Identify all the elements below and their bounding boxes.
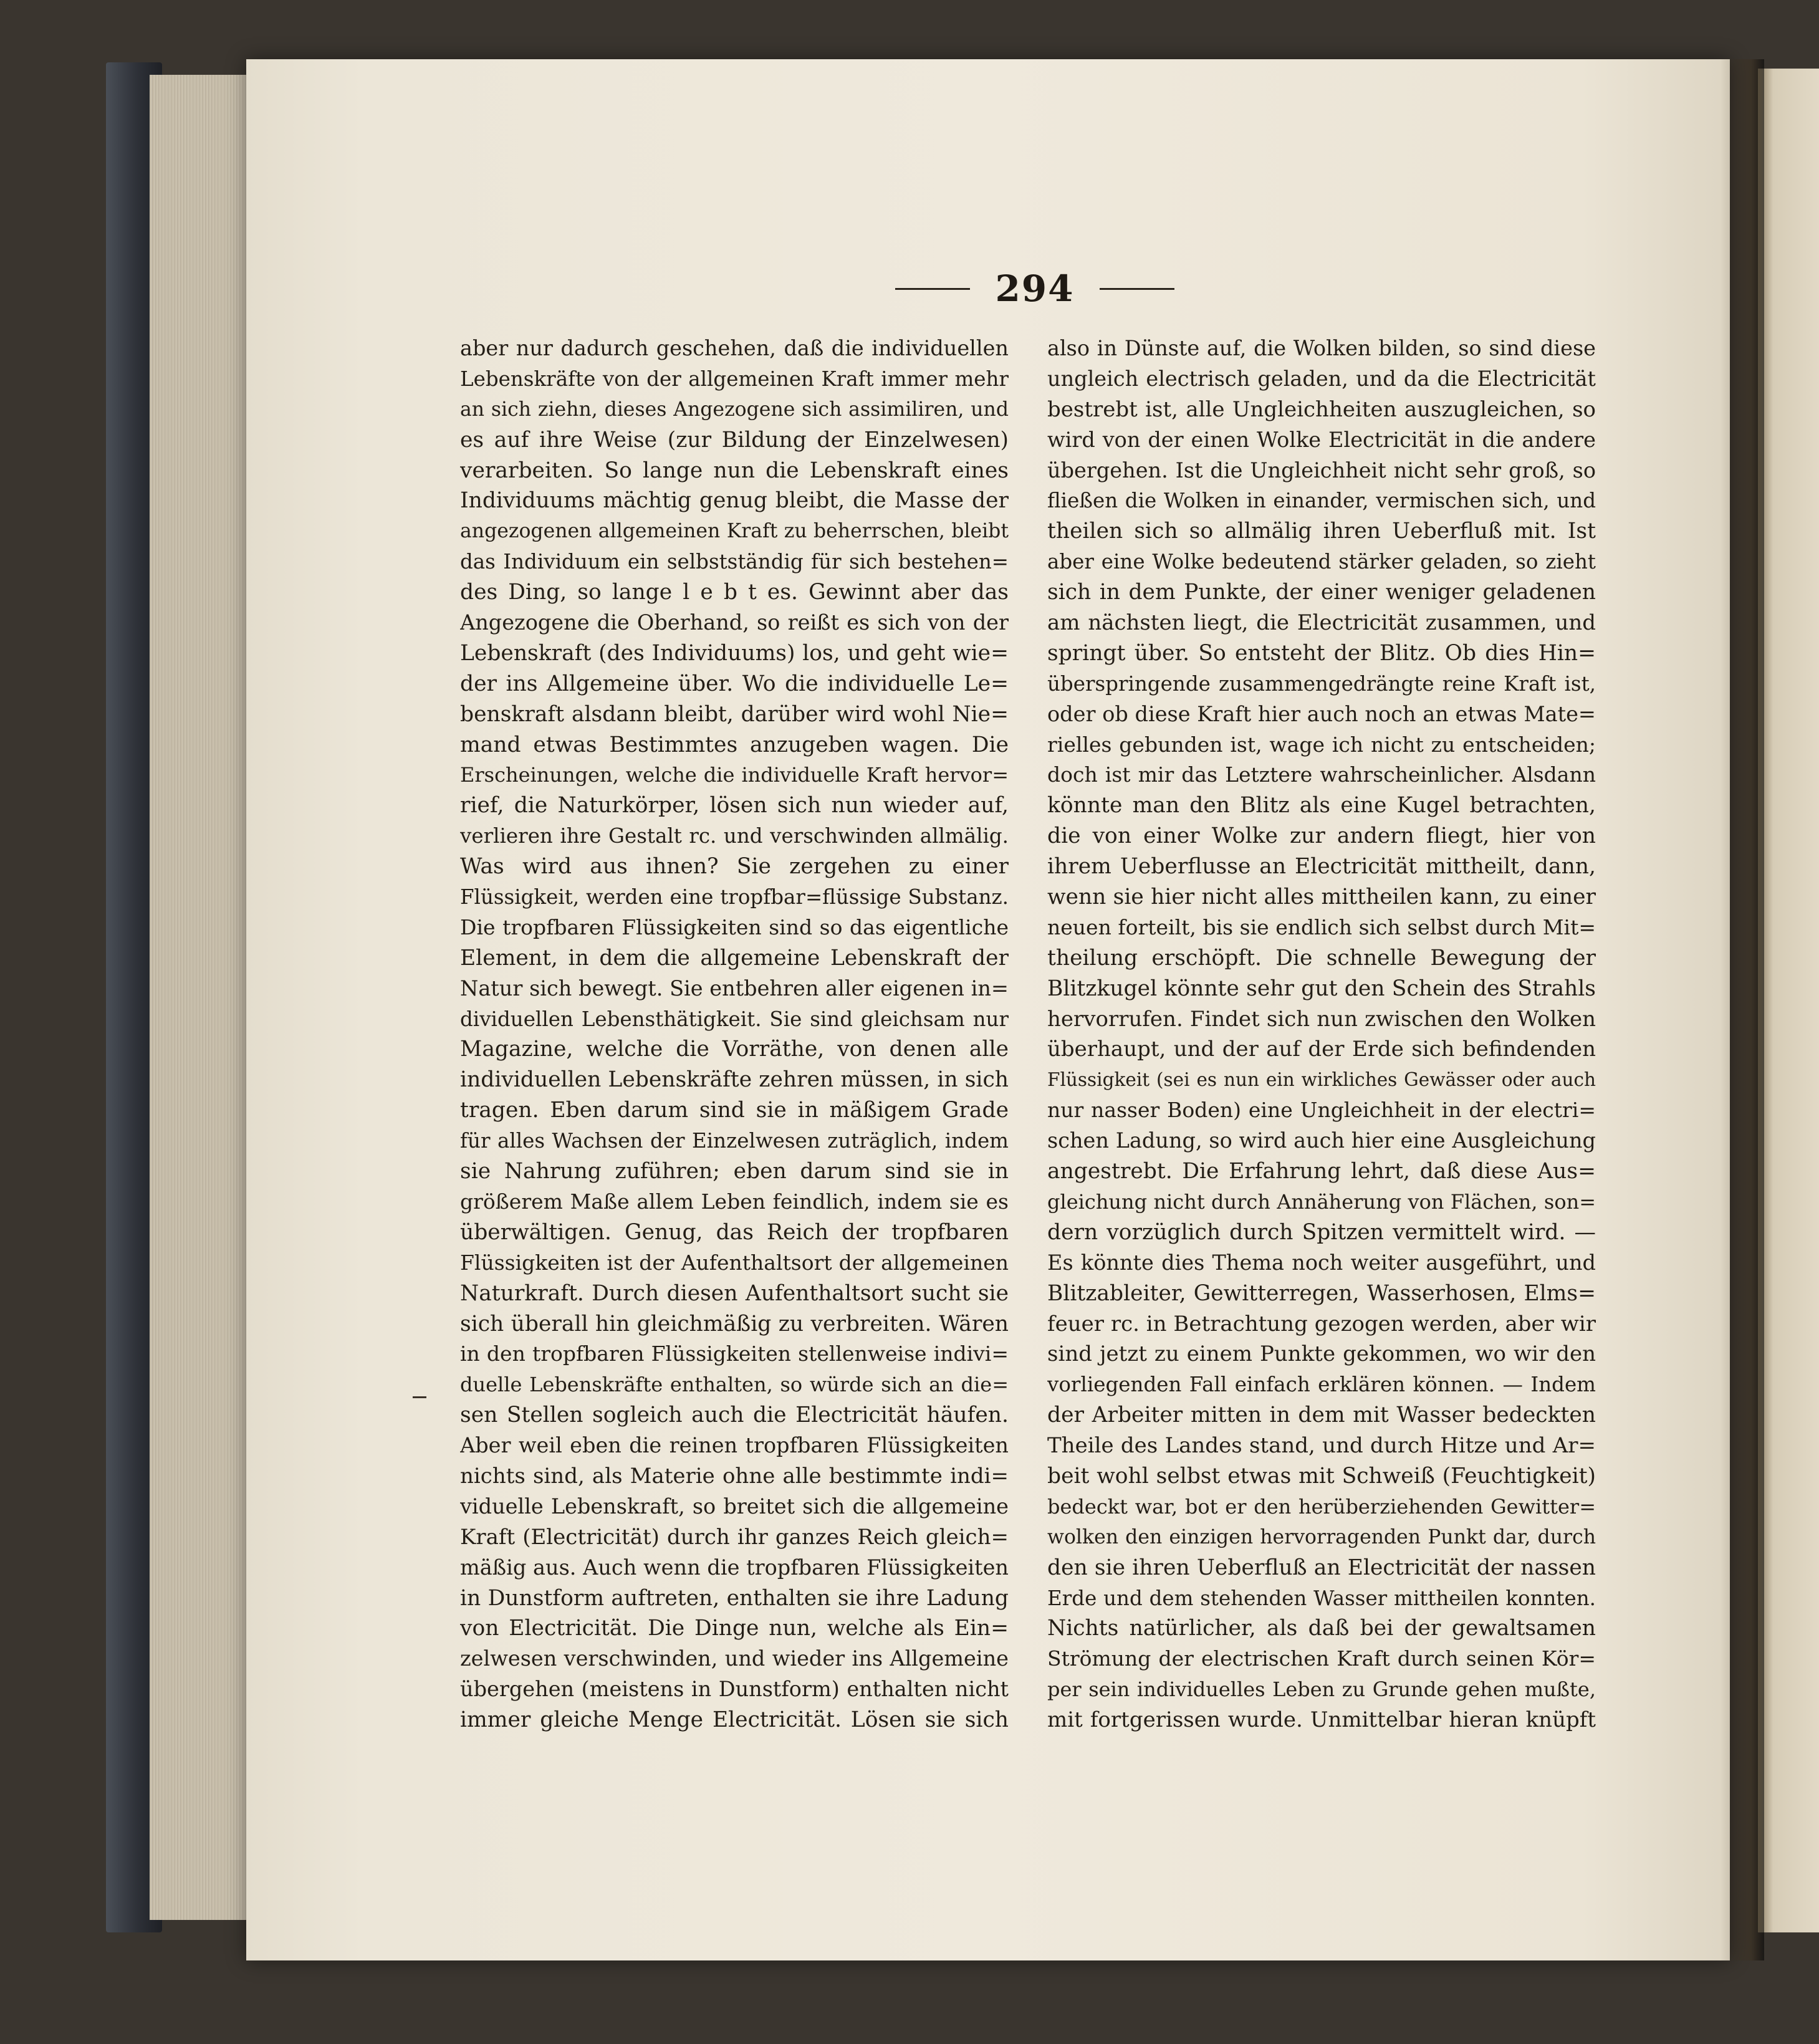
text-line: überspringende zusammengedrängte reine Kraft ist, [1047,671,1596,696]
text-line: angezogenen allgemeinen Kraft zu beherrschen, bleibt [460,520,1009,543]
text-line: rielles gebunden ist, wage ich nicht zu entscheiden; [1047,732,1596,757]
gutter-shadow [1721,59,1764,1960]
text-line: hervorrufen. Findet sich nun zwischen den Wolken [1047,1006,1596,1032]
page-number: 294 [995,267,1075,310]
text-line: Aber weil eben die reinen tropfbaren Flüssigkeiten [460,1433,1009,1458]
text-line: überhaupt, und der auf der Erde sich befindenden [1047,1037,1596,1062]
text-line: sie Nahrung zuführen; eben darum sind sie in [460,1159,1009,1184]
text-line: dern vorzüglich durch Spitzen vermittelt wird. — [1047,1219,1596,1245]
text-line: des Ding, so lange l e b t es. Gewinnt aber das [460,580,1009,605]
facing-page-edge [1758,69,1819,1932]
text-line: die von einer Wolke zur andern fliegt, hier von [1047,823,1596,849]
text-line: Magazine, welche die Vorräthe, von denen alle [460,1037,1009,1062]
text-line: viduelle Lebenskraft, so breitet sich die allgemeine [460,1494,1009,1519]
text-line: Theile des Landes stand, und durch Hitze und Ar= [1047,1433,1596,1459]
header-rule-left [895,288,970,290]
text-line: für alles Wachsen der Einzelwesen zuträglich, indem [460,1129,1009,1153]
text-line: zelwesen verschwinden, und wieder ins Allgemeine [460,1646,1009,1671]
text-line: Natur sich bewegt. Sie entbehren aller eigenen in= [460,976,1009,1000]
text-line: Erscheinungen, welche die individuelle Kraft hervor= [460,763,1009,787]
page-stack-edges [150,75,256,1920]
text-line: Was wird aus ihnen? Sie zergehen zu einer [460,854,1009,880]
text-line: feuer rc. in Betrachtung gezogen werden, aber wir [1047,1311,1596,1336]
text-line: das Individuum ein selbstständig für sich bestehen= [460,550,1009,574]
text-line: beit wohl selbst etwas mit Schweiß (Feuchtigkeit) [1047,1463,1596,1489]
margin-mark [413,1396,426,1398]
right-text-column [1047,333,1596,1735]
text-line: mand etwas Bestimmtes anzugeben wagen. Die [460,732,1009,757]
text-line: Flüssigkeit (sei es nun ein wirkliches Gewässer oder auch [1047,1069,1596,1091]
text-line: benskraft alsdann bleibt, darüber wird wohl Nie= [460,701,1009,727]
text-line: theilung erschöpft. Die schnelle Bewegung der [1047,945,1596,971]
text-line: wolken den einzigen hervorragenden Punkt dar, durch [1047,1525,1596,1548]
text-line: schen Ladung, so wird auch hier eine Ausgleichung [1047,1128,1596,1153]
text-line: bedeckt war, bot er den herüberziehenden Gewitter= [1047,1494,1596,1519]
text-line: rief, die Naturkörper, lösen sich nun wieder auf, [460,793,1009,818]
text-line: immer gleiche Menge Electricität. Lösen sie sich [460,1707,1009,1733]
text-line: aber nur dadurch geschehen, daß die individuellen [460,336,1009,360]
text-line: tragen. Eben darum sind sie in mäßigem Grade [460,1098,1009,1123]
text-line: übergehen (meistens in Dunstform) enthalten nicht [460,1677,1009,1702]
text-line: angestrebt. Die Erfahrung lehrt, daß diese Aus= [1047,1159,1596,1184]
text-line: Erde und dem stehenden Wasser mittheilen konnten. [1047,1586,1596,1610]
text-line: übergehen. Ist die Ungleichheit nicht sehr groß, so [1047,458,1596,482]
text-line: springt über. So entsteht der Blitz. Ob dies Hin= [1047,640,1596,666]
text-line: theilen sich so allmälig ihren Ueberfluß mit. Ist [1047,519,1596,544]
text-line: individuellen Lebenskräfte zehren müssen, in sich [460,1067,1009,1093]
text-line: fließen die Wolken in einander, vermischen sich, und [1047,489,1596,513]
page-header [866,261,1203,317]
text-line: Individuums mächtig genug bleibt, die Masse der [460,488,1009,514]
text-line: nur nasser Boden) eine Ungleichheit in der electri= [1047,1098,1596,1123]
text-line: Lebenskräfte von der allgemeinen Kraft immer mehr [460,367,1009,391]
text-line: in Dunstform auftreten, enthalten sie ihre Ladung [460,1585,1009,1611]
text-line: aber eine Wolke bedeutend stärker geladen, so zieht [1047,550,1596,574]
text-line: wenn sie hier nicht alles mittheilen kann, zu einer [1047,885,1596,910]
text-line: verarbeiten. So lange nun die Lebenskraft eines [460,458,1009,483]
text-line: sen Stellen sogleich auch die Electricität häufen. [460,1403,1009,1428]
text-line: Die tropfbaren Flüssigkeiten sind so das eigentliche [460,914,1009,939]
text-line: in den tropfbaren Flüssigkeiten stellenweise indivi= [460,1341,1009,1366]
text-line: verlieren ihre Gestalt rc. und verschwinden allmälig. [460,824,1009,848]
text-line: dividuellen Lebensthätigkeit. Sie sind gleichsam nur [460,1007,1009,1031]
text-line: mäßig aus. Auch wenn die tropfbaren Flüssigkeiten [460,1555,1009,1580]
text-line: Es könnte dies Thema noch weiter ausgeführt, und [1047,1250,1596,1275]
text-line: größerem Maße allem Leben feindlich, indem sie es [460,1189,1009,1214]
text-line: Angezogene die Oberhand, so reißt es sich von der [460,610,1009,635]
left-text-column [460,333,1009,1735]
text-line: per sein individuelles Leben zu Grunde gehen mußte, [1047,1677,1596,1702]
text-line: Lebenskraft (des Individuums) los, und geht wie= [460,640,1009,666]
text-line: duelle Lebenskräfte enthalten, so würde sich an die= [460,1373,1009,1397]
text-line: neuen forteilt, bis sie endlich sich selbst durch Mit= [1047,914,1596,939]
text-line: ungleich electrisch geladen, und da die Electricität [1047,366,1596,391]
text-line: Naturkraft. Durch diesen Aufenthaltsort sucht sie [460,1280,1009,1306]
text-line: Blitzableiter, Gewitterregen, Wasserhosen, Elms= [1047,1280,1596,1306]
text-line: mit fortgerissen wurde. Unmittelbar hieran knüpft [1047,1707,1596,1733]
text-line: Strömung der electrischen Kraft durch seinen Kör= [1047,1646,1596,1671]
text-line: gleichung nicht durch Annäherung von Flächen, son= [1047,1189,1596,1214]
text-line: also in Dünste auf, die Wolken bilden, so sind diese [1047,336,1596,360]
text-line: Element, in dem die allgemeine Lebenskraft der [460,945,1009,971]
text-line: an sich ziehn, dieses Angezogene sich assimiliren, und [460,398,1009,421]
text-line: Blitzkugel könnte sehr gut den Schein des Strahls [1047,976,1596,1001]
text-line: den sie ihren Ueberfluß an Electricität der nassen [1047,1555,1596,1580]
text-line: überwältigen. Genug, das Reich der tropfbaren [460,1219,1009,1245]
text-line: der Arbeiter mitten in dem mit Wasser bedeckten [1047,1403,1596,1428]
text-line: wird von der einen Wolke Electricität in die andere [1047,427,1596,452]
text-line: der ins Allgemeine über. Wo die individuelle Le= [460,671,1009,696]
text-line: Flüssigkeiten ist der Aufenthaltsort der allgemeinen [460,1250,1009,1275]
text-line: sich überall hin gleichmäßig zu verbreiten. Wären [460,1311,1009,1336]
header-rule-right [1100,288,1174,290]
text-line: am nächsten liegt, die Electricität zusammen, und [1047,610,1596,636]
text-line: sind jetzt zu einem Punkte gekommen, wo wir den [1047,1341,1596,1367]
text-line: doch ist mir das Letztere wahrscheinlicher. Alsdann [1047,762,1596,787]
text-line: Flüssigkeit, werden eine tropfbar=flüssige Substanz. [460,885,1009,909]
text-line: sich in dem Punkte, der einer weniger geladenen [1047,580,1596,605]
text-line: könnte man den Blitz als eine Kugel betrachten, [1047,793,1596,818]
text-line: ihrem Ueberflusse an Electricität mittheilt, dann, [1047,854,1596,880]
text-line: vorliegenden Fall einfach erklären können. — Indem [1047,1373,1596,1397]
text-line: von Electricität. Die Dinge nun, welche als Ein= [460,1616,1009,1641]
text-line: Nichts natürlicher, als daß bei der gewaltsamen [1047,1616,1596,1641]
text-line: Kraft (Electricität) durch ihr ganzes Reich gleich= [460,1524,1009,1550]
text-line: bestrebt ist, alle Ungleichheiten auszugleichen, so [1047,396,1596,422]
text-line: es auf ihre Weise (zur Bildung der Einzelwesen) [460,427,1009,453]
text-line: nichts sind, als Materie ohne alle bestimmte indi= [460,1463,1009,1489]
text-line: oder ob diese Kraft hier auch noch an etwas Mate= [1047,701,1596,726]
